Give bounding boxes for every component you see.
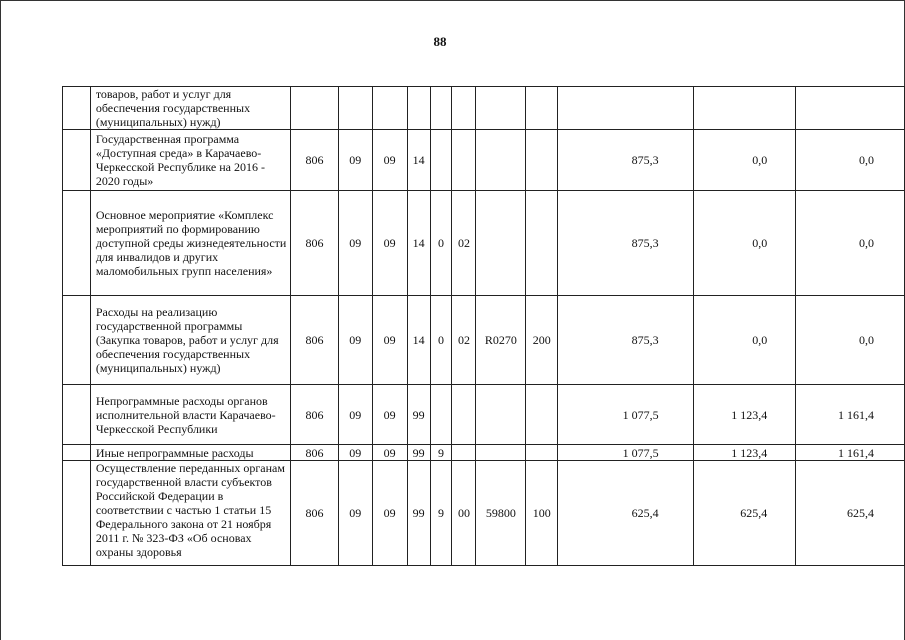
subprogram-code-cell: 9 (430, 461, 452, 566)
measure-code-cell (452, 130, 476, 191)
item-name-cell: Непрограммные расходы органов исполнительной власти Карачаево-Черкесской Республики (90, 385, 290, 445)
amount-2021-cell: 1 161,4 (796, 445, 905, 461)
section-code-cell (338, 87, 372, 130)
amount-2020-cell: 0,0 (693, 130, 796, 191)
amount-2021-cell: 0,0 (796, 130, 905, 191)
program-code-cell: 99 (407, 445, 430, 461)
budget-table (62, 86, 905, 566)
table-row (63, 461, 905, 566)
subsection-code-cell (372, 87, 407, 130)
program-code-cell: 14 (407, 130, 430, 191)
section-code-cell: 09 (338, 191, 372, 296)
measure-code-cell: 00 (452, 461, 476, 566)
expense-type-cell (526, 191, 558, 296)
amount-2019-cell: 1 077,5 (558, 445, 693, 461)
subsection-code-cell: 09 (372, 461, 407, 566)
direction-code-cell (476, 130, 526, 191)
ministry-code-cell (291, 87, 339, 130)
item-name-cell: товаров, работ и услуг для обеспечения государственных (муниципальных) нужд) (90, 87, 290, 130)
amount-2021-cell: 625,4 (796, 461, 905, 566)
ministry-code-cell: 806 (291, 445, 339, 461)
measure-code-cell: 02 (452, 191, 476, 296)
subprogram-code-cell (430, 130, 452, 191)
amount-2020-cell: 1 123,4 (693, 385, 796, 445)
frame-left-border (0, 0, 1, 640)
item-name-cell: Основное мероприятие «Комплекс мероприятий по формированию доступной среды жизнедеятельности для инвалидов и других маломобильных групп населения» (90, 191, 290, 296)
expense-type-cell (526, 87, 558, 130)
amount-2020-cell: 0,0 (693, 296, 796, 385)
item-name-cell: Государственная программа «Доступная среда» в Карачаево-Черкесской Республике на 2016 - 2020 годы» (90, 130, 290, 191)
frame-top-border (0, 0, 905, 1)
amount-2020-cell: 1 123,4 (693, 445, 796, 461)
subprogram-code-cell (430, 385, 452, 445)
amount-2020-cell: 0,0 (693, 191, 796, 296)
page-number: 88 (433, 34, 447, 49)
item-name-cell: Иные непрограммные расходы (90, 445, 290, 461)
amount-2019-cell: 875,3 (558, 296, 693, 385)
amount-2020-cell (693, 87, 796, 130)
expense-type-cell: 200 (526, 296, 558, 385)
ministry-code-cell: 806 (291, 461, 339, 566)
subsection-code-cell: 09 (372, 130, 407, 191)
section-code-cell: 09 (338, 385, 372, 445)
index-cell (63, 87, 91, 130)
subsection-code-cell: 09 (372, 296, 407, 385)
item-name-cell: Осуществление переданных органам государственной власти субъектов Российской Федерации в соответствии с частью 1 статьи 15 Федерального закона от 21 ноября 2011 г. № 323-ФЗ «Об основах охраны здоровья (90, 461, 290, 566)
direction-code-cell: 59800 (476, 461, 526, 566)
index-cell (63, 296, 91, 385)
ministry-code-cell: 806 (291, 385, 339, 445)
table-row (63, 130, 905, 191)
direction-code-cell (476, 191, 526, 296)
index-cell (63, 385, 91, 445)
measure-code-cell (452, 87, 476, 130)
subprogram-code-cell: 9 (430, 445, 452, 461)
program-code-cell: 14 (407, 296, 430, 385)
item-name-cell: Расходы на реализацию государственной программы (Закупка товаров, работ и услуг для обеспечения государственных (муниципальных) нужд) (90, 296, 290, 385)
measure-code-cell: 02 (452, 296, 476, 385)
amount-2019-cell: 1 077,5 (558, 385, 693, 445)
table-row (63, 191, 905, 296)
direction-code-cell (476, 87, 526, 130)
amount-2019-cell: 875,3 (558, 130, 693, 191)
table-row (63, 87, 905, 130)
direction-code-cell (476, 445, 526, 461)
amount-2021-cell: 1 161,4 (796, 385, 905, 445)
subprogram-code-cell: 0 (430, 191, 452, 296)
section-code-cell: 09 (338, 130, 372, 191)
measure-code-cell (452, 445, 476, 461)
amount-2021-cell: 0,0 (796, 296, 905, 385)
index-cell (63, 191, 91, 296)
direction-code-cell (476, 385, 526, 445)
expense-type-cell (526, 130, 558, 191)
program-code-cell: 99 (407, 461, 430, 566)
amount-2019-cell: 875,3 (558, 191, 693, 296)
table-row (63, 296, 905, 385)
table-row (63, 445, 905, 461)
section-code-cell: 09 (338, 296, 372, 385)
expense-type-cell: 100 (526, 461, 558, 566)
amount-2019-cell: 625,4 (558, 461, 693, 566)
index-cell (63, 461, 91, 566)
amount-2020-cell: 625,4 (693, 461, 796, 566)
measure-code-cell (452, 385, 476, 445)
subsection-code-cell: 09 (372, 385, 407, 445)
table-row (63, 385, 905, 445)
direction-code-cell: R0270 (476, 296, 526, 385)
subprogram-code-cell: 0 (430, 296, 452, 385)
amount-2019-cell (558, 87, 693, 130)
expense-type-cell (526, 385, 558, 445)
amount-2021-cell (796, 87, 905, 130)
expense-type-cell (526, 445, 558, 461)
section-code-cell: 09 (338, 445, 372, 461)
index-cell (63, 445, 91, 461)
ministry-code-cell: 806 (291, 296, 339, 385)
amount-2021-cell: 0,0 (796, 191, 905, 296)
index-cell (63, 130, 91, 191)
program-code-cell: 14 (407, 191, 430, 296)
section-code-cell: 09 (338, 461, 372, 566)
program-code-cell (407, 87, 430, 130)
subsection-code-cell: 09 (372, 191, 407, 296)
ministry-code-cell: 806 (291, 130, 339, 191)
subsection-code-cell: 09 (372, 445, 407, 461)
ministry-code-cell: 806 (291, 191, 339, 296)
subprogram-code-cell (430, 87, 452, 130)
program-code-cell: 99 (407, 385, 430, 445)
